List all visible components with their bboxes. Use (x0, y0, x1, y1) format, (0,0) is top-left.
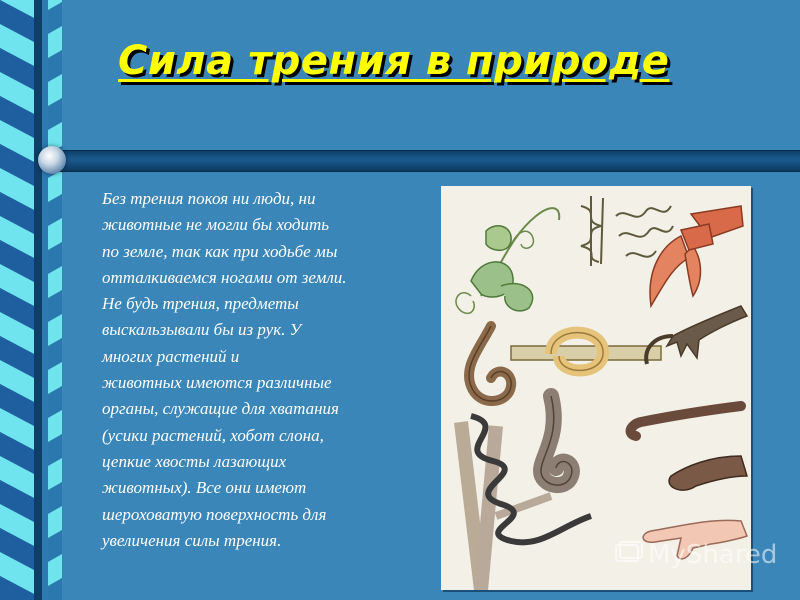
watermark-logo-icon (614, 541, 644, 565)
body-line: цепкие хвосты лазающих (102, 451, 287, 471)
watermark (614, 540, 777, 570)
body-line: увеличения силы трения. (102, 530, 282, 550)
body-line: выскальзывали бы из рук. У (102, 320, 302, 340)
body-line: по земле, так как при ходьбе мы (102, 241, 338, 261)
slide-title: Сила трения в природе (118, 38, 670, 84)
body-line: органы, служащие для хватания (102, 399, 339, 419)
body-line: многих растений и (102, 346, 240, 366)
body-line: животных имеются различные (102, 373, 332, 393)
divider-ball-ornament (38, 146, 66, 174)
body-line: животные не могли бы ходить (102, 215, 329, 235)
decorative-left-strip (0, 0, 62, 600)
body-line: (усики растений, хобот слона, (102, 425, 324, 445)
body-line: Без трения покоя ни люди, ни (102, 189, 316, 208)
title-divider-bar (52, 150, 800, 172)
body-line: отталкиваемся ногами от земли. (102, 267, 347, 287)
body-line: животных). Все они имеют (102, 478, 307, 498)
body-text (102, 186, 432, 554)
strip-pattern-graphic (0, 0, 62, 600)
body-line: шероховатую поверхность для (102, 504, 327, 524)
grasping-organs-illustration (441, 186, 751, 590)
watermark-text: MyShared (648, 540, 778, 570)
body-line: Не будь трения, предметы (102, 294, 299, 314)
